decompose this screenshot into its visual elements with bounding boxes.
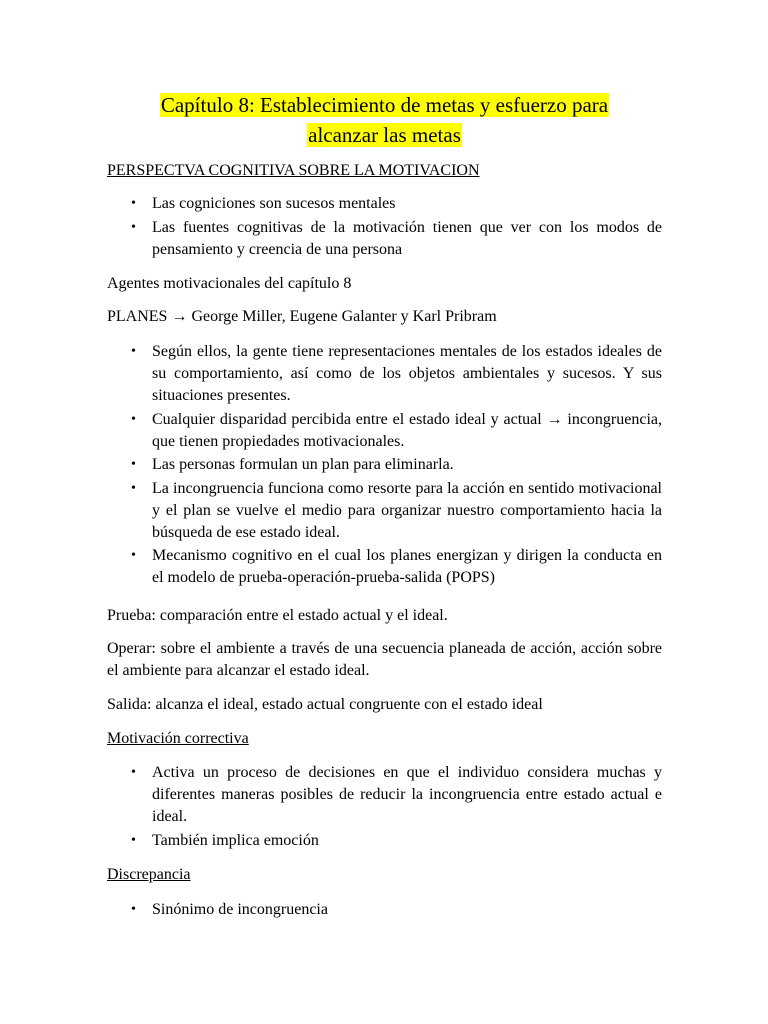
list-item: • Sinónimo de incongruencia: [131, 901, 328, 918]
operar-paragraph: Operar: sobre el ambiente a través de una secuencia planeada de acción, acción sobre el ambiente para alcanzar el estado ideal.: [107, 640, 662, 679]
planes-list: [107, 341, 662, 591]
planes-paragraph: [107, 306, 662, 328]
page-title: [107, 90, 662, 150]
salida-paragraph: Salida: alcanza el ideal, estado actual congruente con el estado ideal: [107, 696, 543, 713]
perspectiva-heading: PERSPECTVA COGNITIVA SOBRE LA MOTIVACION: [107, 162, 480, 179]
perspectiva-list: [107, 193, 662, 262]
list-item: • Las cogniciones son sucesos mentales: [131, 195, 396, 212]
motivacion-heading: Motivación correctiva: [107, 730, 249, 747]
list-item: • Cualquier disparidad percibida entre el estado ideal y actual → incongruencia, que tienen propiedades motivacionales.: [131, 410, 662, 450]
list-item: • Las fuentes cognitivas de la motivación tienen que ver con los modos de pensamiento y creencia de una persona: [131, 218, 662, 258]
list-item: • Mecanismo cognitivo en el cual los planes energizan y dirigen la conducta en el modelo de prueba-operación-prueba-salida (POPS): [131, 547, 662, 586]
list-item: • Las personas formulan un plan para eliminarla.: [131, 456, 454, 473]
discrepancia-list: [107, 899, 662, 923]
list-item: • También implica emoción: [131, 831, 319, 849]
list-item: • La incongruencia funciona como resorte para la acción en sentido motivacional y el plan se vuelve el medio para organizar nuestro comportamiento hacia la búsqueda de ese estado ideal.: [131, 479, 662, 541]
title-line-2: alcanzar las metas: [308, 123, 461, 147]
list-item: • Según ellos, la gente tiene representaciones mentales de los estados ideales de su comportamiento, así como de los objetos ambientales y sucesos. Y sus situaciones presentes.: [131, 343, 662, 404]
prueba-paragraph: Prueba: comparación entre el estado actual y el ideal.: [107, 607, 448, 624]
list-item: • Activa un proceso de decisiones en que el individuo considera muchas y diferentes maneras posibles de reducir la incongruencia entre estado actual e ideal.: [131, 764, 662, 825]
title-line-1: Capítulo 8: Establecimiento de metas y esfuerzo para: [160, 93, 609, 117]
agentes-paragraph: Agentes motivacionales del capítulo 8: [107, 275, 352, 292]
motivacion-list: [107, 762, 662, 853]
discrepancia-heading: Discrepancia: [107, 866, 191, 883]
arrow-icon: →: [171, 308, 188, 325]
planes-authors: George Miller, Eugene Galanter y Karl Pribram: [191, 308, 497, 325]
planes-label: PLANES: [107, 308, 168, 325]
